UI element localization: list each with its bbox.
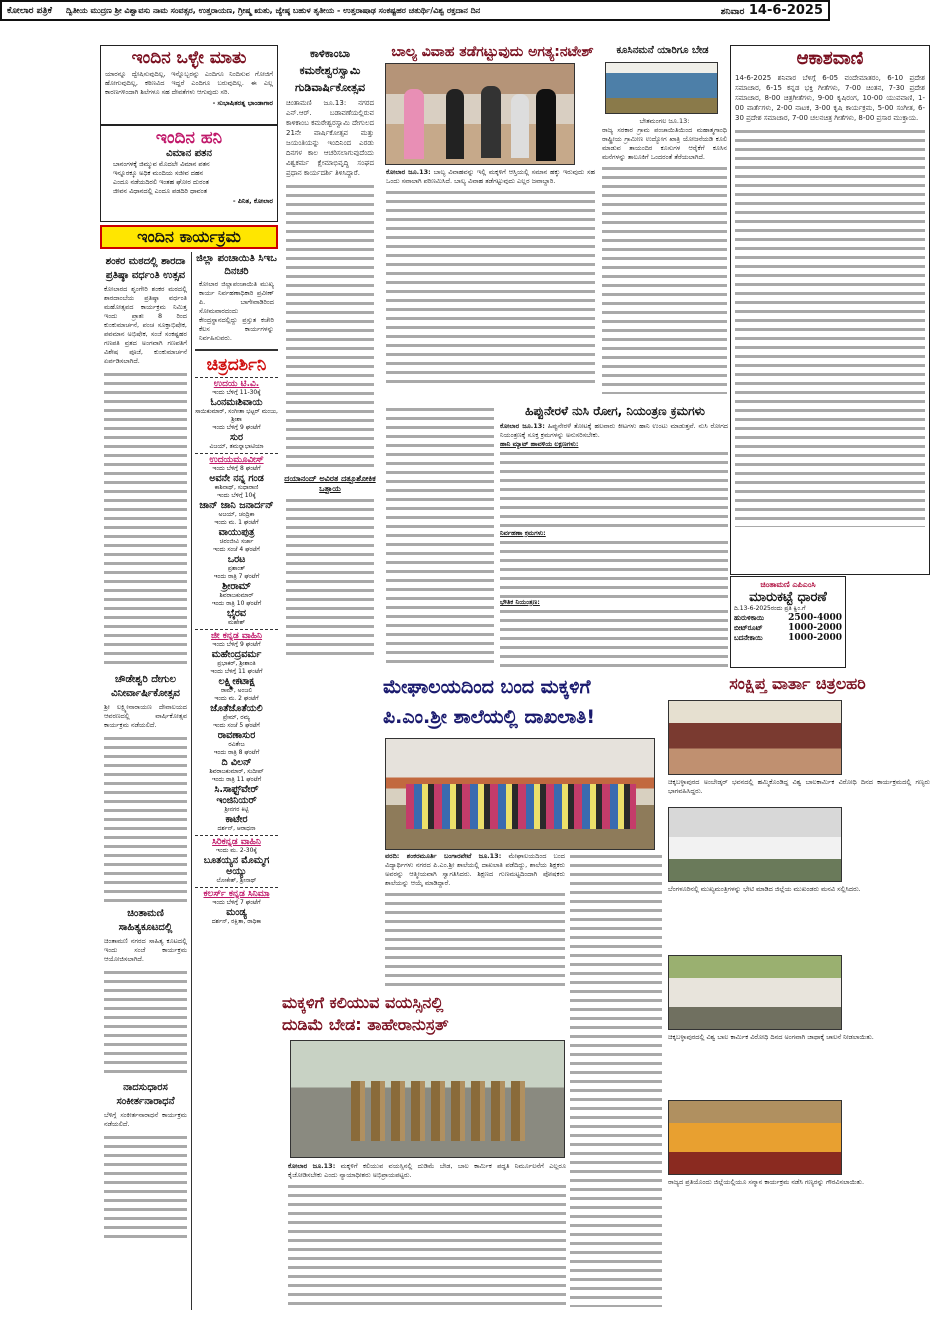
channel-name: ಸಿರಿಕನ್ನಡ ವಾಹಿನಿ [195, 835, 278, 847]
mulberry-headline: ಹಿಪ್ಪುನೇರಳೆ ನುಸಿ ರೋಗ, ನಿಯಂತ್ರಣ ಕ್ರಮಗಳು [525, 404, 705, 418]
kalikamba-subhead: ದಯಾನಂದ್ ಅವಿರತ ದತ್ತೂಶೋಕಿಕ ಒತ್ತಾಯ [284, 474, 376, 493]
zp-text: ಕೋಲಾರ ಜಿಲ್ಲಾಪಂಚಾಯಿತಿ ಮುಖ್ಯ ಕಾರ್ಯ ನಿರ್ವಹಣಾಧಿಕಾರಿ ಪ್ರವೀಣ್ ಪಿ. ಬಾಗೇವಾಡಿರಿಂದ ಸೋಮವಾರದಂದು ಕೇಂದ್ರಸ್ಥಾನದಲ್ಲಿದ್ದು ಪ್ರಸ್ತುತ ಕಚೇರಿ ಕೆಲಸ ಕಾರ್ಯಗಳನ್ನು ನಿರ್ವಹಿಸುವರು. [199, 280, 274, 342]
child-marriage-body: ಕೋಲಾರ ಜೂ.13: ಬಾಲ್ಯ ವಿವಾಹವನ್ನು ಇಲ್ಲಿ ಮಕ್ಕಳಿಗೆ ಆಸ್ತಿಯಲ್ಲಿ ಸಮಾನ ಹಕ್ಕು ಇರುವುದು ಸಹ ಒಂದು ಸವಾಲಾಗಿ ಪರಿಣಮಿಸಿದೆ. ಬಾಲ್ಯ ವಿವಾಹ ತಡೆಗಟ್ಟುವುದು ಎಲ್ಲರ ಜವಾಬ್ದಾರಿ. [383, 168, 598, 398]
program-right-column [195, 252, 278, 1310]
meghalaya-body: ವರದಿ: ಶಂಕರಮೂರ್ತಿ ಬಂಗಾರಪೇಟೆ ಜೂ.13: ಮೇಘಾಲಯದಿಂದ ಬಂದ ವಿದ್ಯಾರ್ಥಿಗಳು ನಗರದ ಪಿ.ಎಂ.ಶ್ರೀ ಶಾಲೆಯಲ್ಲಿ ದಾಖಲಾತಿ ಪಡೆದಿದ್ದು, ಶಾಲೆಯ ಶಿಕ್ಷಕರು ಅವರನ್ನು ಆತ್ಮೀಯವಾಗಿ ಸ್ವಾಗತಿಸಿದರು. ಶಿಕ್ಷಣದ ಗುಣಮಟ್ಟದಿಂದಾಗಿ ಪೋಷಕರು ಶಾಲೆಯನ್ನು ಆಯ್ಕೆ ಮಾಡಿದ್ದಾರೆ. [385, 852, 565, 992]
market-price: 1000-2000 [788, 623, 842, 633]
film-cast: ದರ್ಶನ್, ಆರಾಧನಾ [217, 825, 256, 832]
market-title: ಮಾರುಕಟ್ಟೆ ಧಾರಣೆ [749, 590, 827, 605]
film-title: ವಾಯುಪುತ್ರ [218, 527, 255, 538]
akashvani-text: 14-6-2025 ಶನಿವಾರ ಬೆಳಿಗ್ಗೆ 6-05 ವಂದೇಮಾತರಂ, 6-10 ಪ್ರದೇಶ ಸಮಾಚಾರ, 6-15 ಕನ್ನಡ ಭಕ್ತಿ ಗೀತೆಗಳು, 7-00 ಚಿಂತನ, 7-30 ಪ್ರದೇಶ ಸಮಾಚಾರ, 8-00 ಚಿತ್ರಗೀತೆಗಳು, 9-00 ಕೃಷಿರಂಗ, 10-00 ಯುವವಾಣಿ, 1-00 ವಾರ್ತೆಗಳು, 2-00 ನಾಟಕ, 3-00 ಕೃಷಿ ಕಾರ್ಯಕ್ರಮ, 5-00 ಸಂಗೀತ, 6-30 ಪ್ರದೇಶ ಸಮಾಚಾರ, 7-00 ಚಲನಚಿತ್ರ ಗೀತೆಗಳು, 8-00 ಪ್ರಸಾರ ಮುಕ್ತಾಯ. [735, 74, 925, 122]
film-title: ರಾವಣಾಸುರ [217, 730, 256, 741]
center-text-block [386, 405, 494, 665]
hani-subtitle: ವಿಮಾನ ಪತನ [166, 148, 212, 159]
show-time: ಇಂದು ರಾತ್ರಿ 8 ಘಂಟೆಗೆ [213, 749, 260, 756]
kalikamba-article [282, 45, 378, 660]
meghalaya-continued [570, 852, 662, 1307]
program-banner: ಇಂದಿನ ಕಾರ್ಯಕ್ರಮ [100, 225, 278, 249]
market-apmc: ಚಿಂತಾಮಣಿ ಎಪಿಎಂಸಿ [760, 580, 816, 589]
quote-source: - ಸುಭಾಷಿತರತ್ನ ಭಾಂಡಾಗಾರ [212, 99, 273, 107]
text-filler [104, 734, 187, 904]
show-time: ಇಂದು ಬೆಳಿಗ್ಗೆ 9 ಘಂಟೆಗೆ [212, 641, 261, 648]
market-item: ಹುರುಳಿಕಾಯಿ [734, 613, 764, 622]
market-price: 2500-4000 [788, 613, 842, 623]
gallery-caption: ಬೆಂಗಳೂರಿನಲ್ಲಿ ಮುಖ್ಯಮಂತ್ರಿಗಳನ್ನು ಭೇಟಿ ಮಾಡಿದ ಜಿಲ್ಲೆಯ ಮುಖಂಡರು ಮನವಿ ಸಲ್ಲಿಸಿದರು. [668, 885, 861, 893]
film-cast: ಶ್ರೀನಗರ ಕಿಟ್ಟಿ [224, 806, 249, 813]
market-item: ಬೀಟ್‌ರೂಟ್ [734, 623, 763, 632]
film-cast: ವಿಜಯ್, ತಮನ್ನಾಭಾಟಿಯಾ [209, 443, 264, 450]
quote-box [100, 45, 278, 125]
program-item-text: ಶ್ರೀ ಲಕ್ಷ್ಮೀನಾರಾಯಣ ದೇವಾಲಯದ ಆವರಣದಲ್ಲಿ ವಾರ್ಷಿಕೋತ್ಸವ ಕಾರ್ಯಕ್ರಮ ನಡೆಯಲಿದೆ. [104, 703, 187, 729]
film-cast: ಶಿವರಾಜಕುಮಾರ್, ಸುದೀಪ್ [209, 768, 264, 775]
film-title: ಅವನೇ ನನ್ನ ಗಂಡ [209, 473, 264, 484]
show-time: ಇಂದು ಬೆಳಿಗ್ಗೆ 10ಕ್ಕೆ [217, 492, 256, 499]
show-time: ಇಂದು ಮ. 2 ಘಂಟೆಗೆ [214, 695, 259, 702]
film-cast: ದರ್ಶನ್, ರಕ್ಷಿತಾ, ರಾಧಿಕಾ [211, 918, 262, 925]
market-price: 1000-2000 [788, 633, 842, 643]
child-marriage-headline: ಬಾಲ್ಯ ವಿವಾಹ ತಡೆಗಟ್ಟುವುದು ಅಗತ್ಯ:ನಟೇಶ್ [391, 44, 594, 60]
film-title: ಕಾಟೇರ [225, 814, 248, 825]
child-marriage-photo [385, 63, 575, 165]
gallery-photo [668, 955, 842, 1030]
market-row [731, 623, 845, 633]
gallery-caption: ಚಿಕ್ಕಬಳ್ಳಾಪುರದ ಅಂಬೇಡ್ಕರ್ ಭವನದಲ್ಲಿ ಹಮ್ಮಿಕೊಂಡಿದ್ದ ವಿಶ್ವ ಬಾಲಕಾರ್ಮಿಕ ವಿರೋಧಿ ದಿನದ ಕಾರ್ಯಕ್ರಮದಲ್ಲಿ ಗಣ್ಯರು ಭಾಗವಹಿಸಿದ್ದರು. [668, 778, 930, 795]
film-cast: ಚಿರಂಜೀವಿ ಸರ್ಜಾ [219, 538, 254, 545]
market-note: ದಿ.13-6-2025ರಂದು ಪ್ರತಿ ಕ್ವಿಂ.ಗೆ [734, 605, 806, 612]
film-title: ಲಕ್ಷ್ಮೀಕಟಾಕ್ಷ [218, 676, 255, 687]
child-labour-headline: ಮಕ್ಕಳಿಗೆ ಕಲಿಯುವ ವಯಸ್ಸಿನಲ್ಲಿ ದುಡಿಮೆ ಬೇಡ: ತಾಹೇರಾನುಸ್ರತ್ [282, 993, 449, 1034]
paper-name: ಕೋಲಾರ ಪತ್ರಿಕೆ [7, 5, 52, 16]
gallery-caption: ಚಿಕ್ಕಬಳ್ಳಾಪುರದಲ್ಲಿ ವಿಶ್ವ ಬಾಲ ಕಾರ್ಮಿಕ ವಿರೋಧಿ ದಿನದ ಅಂಗವಾಗಿ ಜಾಥಾಕ್ಕೆ ಚಾಲನೆ ನೀಡಲಾಯಿತು. [668, 1033, 874, 1041]
hani-line: ಜೀವನ ವಿಧಾನದಲ್ಲಿ ಎಂದೂ ಪಡದಿರಿ ಧಾವಂತ [113, 187, 208, 195]
show-time: ಇಂದು ಸಂಜೆ 5 ಘಂಟೆಗೆ [213, 722, 260, 729]
masthead-bar [0, 0, 830, 21]
film-title: ಸಿ.ಸಾಫ್ಟ್‌ವೇರ್ ಇಂಜಿನಿಯರ್ [214, 784, 259, 806]
kalikamba-text: ಚಿಂತಾಮಣಿ ಜೂ.13: ನಗರದ ಎನ್.ಆರ್. ಬಡಾವಣೆಯಲ್ಲಿರುವ ಕಾಳಿಕಾಂಬ ಕಮಠೇಶ್ವರಸ್ವಾಮಿ ದೇಗುಲದ 21ನೇ ವಾರ್ಷಿಕೋತ್ಸವ ಮತ್ತು ಜಯಂತಿಯನ್ನು ಇಂದಿನಿಂದ ಎರಡು ದಿನಗಳ ಕಾಲ ಆಚರಿಸಲಾಗುವುದೆಂದು ವಿಶ್ವಕರ್ಮ ಕ್ಷೇಮಾಭಿವೃದ್ಧಿ ಸಂಘದ ಪ್ರಧಾನ ಕಾರ್ಯದರ್ಶಿ ತಿಳಿಸಿದ್ದಾರೆ. [286, 99, 374, 177]
film-cast: ಅಜಯ್, ಚಂದ್ರಿಕಾ [218, 511, 255, 518]
film-title: ಮಂಡ್ಯ [226, 907, 247, 918]
film-cast: ಕಾಶಿನಾಥ್, ಸುಧಾರಾಣಿ [214, 484, 259, 491]
mulberry-body: ಕೋಲಾರ ಜೂ.13: ಹಿಪ್ಪುನೇರಳೆ ತೋಟಕ್ಕೆ ಹಲವಾರು ಕೀಟಗಳು ಹಾನಿ ಉಂಟು ಮಾಡುತ್ತವೆ. ನುಸಿ ರೋಗದ ನಿಯಂತ್ರಣಕ್ಕೆ ಸೂಕ್ತ ಕ್ರಮಗಳನ್ನು ಅನುಸರಿಸಬೇಕು. ಹಾನಿ ಮ್ಯಾಟ್ ಹಾವಳಿಯ ಲಕ್ಷಣಗಳು: ನಿರ್ವಹಣಾ ಕ್ರಮಗಳು: ಭೌತಿಕ ನಿಯಂತ್ರಣ: [500, 422, 728, 667]
hani-author: - ಪಿನಿತ, ಕೋಲಾರ [232, 197, 273, 205]
film-cast: ಮಹೇಶ್ [227, 619, 246, 626]
panchanga: ದ್ವಿತೀಯ ಮುದ್ರಣ ಶ್ರೀ ವಿಶ್ವಾವಸು ನಾಮ ಸಂವತ್ಸರ, ಉತ್ತರಾಯಣ, ಗ್ರೀಷ್ಮ ಋತು, ಜ್ಯೇಷ್ಠ ಬಹುಳ ತೃತೀಯ - ಉತ್ತರಾಷಾಢ ಸಂಕಷ್ಟಹರ ಚತುರ್ಥಿ/ವಿಶ್ವ ರಕ್ತದಾನ ದಿನ [65, 5, 481, 15]
quote-title: ಇಂದಿನ ಒಳ್ಳೇ ಮಾತು [131, 48, 247, 68]
kusina-body: ಬೇತಮಂಗಲ ಜೂ.13: ರಾಜ್ಯ ಸರಕಾರ ಗ್ರಾಮ ಪಂಚಾಯಿತಿಯಿಂದ ಮಹಾತ್ಮಗಾಂಧಿ ರಾಷ್ಟ್ರೀಯ ಗ್ರಾಮೀಣ ಉದ್ಯೋಗ ಖಾತ್ರಿ ಯೋಜನೆಯಡಿ ಕೂಲಿ ಮಾಡುವ ತಾಯಂದಿರ ಕೂಸುಗಳ ಆರೈಕೆಗೆ ಕೂಸಿನ ಮನೆಗಳನ್ನು ತಾಲೂಕಿಗೆ ಒಂದರಂತೆ ತೆರೆಯಲಾಗಿದೆ. [602, 117, 727, 397]
channel-name: ಉದಯ ಟಿ.ವಿ. [195, 377, 278, 389]
akashvani-title: ಆಕಾಶವಾಣಿ [796, 48, 864, 69]
gallery-photo [668, 807, 842, 882]
film-cast: ಪ್ರಭಾಕರ್, ಶ್ರೀಶಾಂತಿ [217, 660, 256, 667]
film-title: ಒರಟ [227, 554, 246, 565]
program-item-text: ಕೋಲಾರದ ಶೃಂಗೇರಿ ಶಂಕರ ಮಠದಲ್ಲಿ ಶಾರದಾಂಬೆಯ ಪ್ರತಿಷ್ಠಾ ವರ್ಧಂತಿ ಮಹೋತ್ಸವದ ಕಾರ್ಯಕ್ರಮ ನಿಮಿತ್ತ ಇಂದು ಪ್ರಾತಃ 8 ರಿಂದ ಕುಂಕುಮಾರ್ಚನೆ, ಪಂಚ ಸೂಕ್ತಾಭಿಷೇಕ, ಪವಮಾನ ಅಭಿಷೇಕ, ಸಂಜೆ ಸಂಕಷ್ಟಹರ ಗಣಪತಿ ವ್ರತದ ಅಂಗವಾಗಿ ಗಣಪತಿಗೆ ವಿಶೇಷ ಪೂಜೆ, ಕುಂಕುಮಾರ್ಚನೆ ಏರ್ಪಡಿಸಲಾಗಿದೆ. [104, 285, 187, 365]
film-cast: ಶಿವರಾಜಕುಮಾರ್ [219, 592, 254, 599]
film-cast: ರಾಮ್, ಅಂಜಲಿ [220, 687, 253, 694]
show-time: ಇಂದು ರಾತ್ರಿ 10 ಘಂಟೆಗೆ [211, 600, 262, 607]
channel-name: ಉದಯಮೂವೀಸ್ [195, 453, 278, 465]
film-title: ಮಹೇಂದ್ರವರ್ಮ [211, 649, 262, 660]
film-cast: ಪ್ರಶಾಂತ್ [227, 565, 246, 572]
issue-date: ಶನಿವಾರ 14-6-2025 [720, 3, 823, 18]
child-labour-photo [290, 1040, 565, 1158]
hani-box [100, 125, 278, 222]
show-time: ಇಂದು ರಾತ್ರಿ 11 ಘಂಟೆಗೆ [211, 776, 262, 783]
channel-name: ಜೀ ಕನ್ನಡ ವಾಹಿನಿ [195, 629, 278, 641]
hani-title: ಇಂದಿನ ಹನಿ [155, 128, 223, 148]
market-row [731, 613, 845, 623]
film-title: ದಿ ವಿಲನ್ [221, 757, 252, 768]
film-title: ಸುರ [229, 432, 244, 443]
show-time: ಇಂದು ಬೆಳಿಗ್ಗೆ 7 ಘಂಟೆಗೆ [212, 899, 261, 906]
akashvani-box [730, 45, 930, 575]
film-cast: ಸಾಯಿಕುಮಾರ್, ಸಂಗೀತಾ ಭಟ್ಟರ್ ಮಂಜು, ಶ್ರೀಶಾ [195, 408, 278, 423]
show-time: ಇಂದು ಸಂಜೆ 4 ಘಂಟೆಗೆ [213, 546, 260, 553]
kusina-photo [605, 62, 718, 114]
gallery-photo [668, 700, 842, 775]
film-title: ಜಾನ್ ಜಾನಿ ಜನಾರ್ದನ್ [199, 500, 274, 511]
market-box [730, 576, 846, 668]
gallery-headline: ಸಂಕ್ಷಿಪ್ತ ವಾರ್ತಾ ಚಿತ್ರಲಹರಿ [729, 674, 866, 693]
kusina-headline: ಕೂಸಿನಮನೆ ಯಾರಿಗೂ ಬೇಡ [616, 45, 709, 56]
film-title: ಓಂನಮಃಶಿವಾಯ [210, 397, 263, 408]
program-item-title: ಚೌಡೇಶ್ವರಿ ದೇಗುಲ ವಿನೀರ್ವಾರ್ಷಿಕೋತ್ಸವ [111, 674, 180, 699]
film-title: ಜೊತೆಜೊತೆಯಲಿ [210, 703, 263, 714]
market-item: ಬದನೇಕಾಯಿ [734, 633, 763, 642]
program-item-title: ಚಿಂತಾಮಣಿ ಸಾಹಿತ್ಯಕೂಟದಲ್ಲಿ [118, 908, 173, 933]
film-cast: ಪ್ರೇಮ್, ರಮ್ಯ [222, 714, 251, 721]
market-row [731, 633, 845, 643]
film-cast: ಲೋಕೇಶ್, ಶ್ರೀನಾಥ್ [216, 877, 257, 884]
quote-text: ಯಾರನ್ನೂ ದ್ವೇಷಿಸುವುದಿಲ್ಲ, ಇನ್ನೊಬ್ಬರನ್ನು ಎಂದಿಗೂ ನಿಂದಿಸುವ ಗೋಜಿಗೆ ಹೋಗುವುದಿಲ್ಲ, ಕಠಿಣವಿದ ಇದ್ದರೆ ಎಂದಿಗೂ ಬರುವುದಿಲ್ಲ. ಈ ಎಲ್ಲ ಕಾರಣಗಳಿಂದಾಗಿ ಶಿಲೆಗಳೂ ಸಹ ದೇವತೆಗಳು ಆಗುವುದು ಸರಿ. [105, 70, 273, 96]
meghalaya-headline: ಮೇಘಾಲಯದಿಂದ ಬಂದ ಮಕ್ಕಳಿಗೆ ಪಿ.ಎಂ.ಶ್ರೀ ಶಾಲೆಯಲ್ಲಿ ದಾಖಲಾತಿ! [383, 676, 596, 728]
text-filler [104, 370, 187, 670]
hani-line: ಎಂದೂ ನಡೆಯದಿರಲಿ ಇಂತಹ ಘೋರ ದುರಂತ [113, 178, 209, 186]
program-item-text: ಬೆಳಿಗ್ಗೆ ಸಂಕೀರ್ತನಾರಾಧನೆ ಕಾರ್ಯಕ್ರಮ ನಡೆಯಲಿದೆ. [104, 1111, 187, 1128]
film-title: ಬೂತಯ್ಯನ ಮೊಮ್ಮಗ ಅಯ್ಯು [203, 855, 270, 877]
program-item-title: ನಾದಸುಧಾರಸ ಸಂಕೀರ್ತನಾರಾಧನೆ [116, 1082, 175, 1107]
gallery-photo [668, 1100, 842, 1175]
program-item-title: ಶಂಕರ ಮಠದಲ್ಲಿ ಶಾರದಾ ಪ್ರತಿಷ್ಠಾ ವರ್ಧಂತಿ ಉತ್ಸವ [105, 256, 186, 281]
cinema-title: ಚಿತ್ರದರ್ಶಿನಿ [206, 355, 267, 375]
show-time: ಇಂದು ಮ. 1 ಘಂಟೆಗೆ [214, 519, 259, 526]
hani-line: ಬಾನಂಗಳಕ್ಕೆ ಜಿಮ್ಮುವ ಮೊದಲೇ ವಿಮಾನ ಪತನ [113, 160, 210, 168]
hani-line: ಇನ್ನೂರಕ್ಕೂ ಅಧಿಕ ಮಂದಿಯ ಸಜೀವ ದಹನ [113, 169, 204, 177]
show-time: ಇಂದು ಬೆಳಿಗ್ಗೆ 11 ಘಂಟೆಗೆ [210, 668, 263, 675]
gallery-caption: ರಾಜ್ಯದ ಪ್ರತಿಯೊಂದು ಜಿಲ್ಲೆಯಲ್ಲಿಯೂ ಸನ್ಮಾನ ಕಾರ್ಯಕ್ರಮ ನಡೆಸಿ ಗಣ್ಯರನ್ನು ಗೌರವಿಸಲಾಯಿತು. [668, 1178, 865, 1186]
program-left-column [100, 252, 192, 1310]
program-item-text: ಚಿಂತಾಮಣಿ ನಗರದ ಸಾಹಿತ್ಯ ಕೂಟದಲ್ಲಿ ಇಂದು ಸಂಜೆ ಕಾರ್ಯಕ್ರಮ ಆಯೋಜಿಸಲಾಗಿದೆ. [104, 937, 187, 963]
show-time: ಇಂದು ಬೆಳಿಗ್ಗೆ 9 ಘಂಟೆಗೆ [212, 424, 261, 431]
meghalaya-photo [385, 738, 655, 850]
child-labour-body: ಕೋಲಾರ ಜೂ.13: ಮಕ್ಕಳಿಗೆ ಕಲಿಯುವ ವಯಸ್ಸಿನಲ್ಲಿ ದುಡಿಮೆ ಬೇಡ, ಬಾಲ ಕಾರ್ಮಿಕ ಪದ್ಧತಿ ನಿರ್ಮೂಲನೆಗೆ ಎಲ್ಲರೂ ಕೈಜೋಡಿಸಬೇಕು ಎಂದು ನ್ಯಾಯಾಧೀಶರು ಅಭಿಪ್ರಾಯಪಟ್ಟರು. [288, 1162, 566, 1310]
channel-name: ಕಲರ್ಸ್ ಕನ್ನಡ ಸಿನಿಮಾ [195, 887, 278, 899]
film-cast: ರವಿತೇಜ [228, 741, 245, 748]
film-title: ಶ್ರೀರಾಮ್ [222, 581, 251, 592]
show-time: ಇಂದು ರಾತ್ರಿ 7 ಘಂಟೆಗೆ [213, 573, 260, 580]
text-filler [104, 1133, 187, 1243]
film-title: ಭೈರವ [227, 608, 246, 619]
show-time: ಇಂದು ಬೆಳಿಗ್ಗೆ 11-30ಕ್ಕೆ [212, 389, 261, 396]
kalikamba-title: ಕಾಳಿಕಾಂಬಾ ಕಮಠೇಶ್ವರಸ್ವಾಮಿ ಗುಡಿವಾರ್ಷಿಕೋತ್ಸವ [294, 47, 366, 94]
show-time: ಇಂದು ಮ. 2-30ಕ್ಕೆ [216, 847, 257, 854]
show-time: ಇಂದು ಬೆಳಿಗ್ಗೆ 8 ಘಂಟೆಗೆ [212, 465, 261, 472]
text-filler [104, 968, 187, 1078]
zp-title: ಜಿಲ್ಲಾ ಪಂಚಾಯಿತಿ ಸಿಇಒ ದಿನಚರಿ [196, 253, 277, 277]
